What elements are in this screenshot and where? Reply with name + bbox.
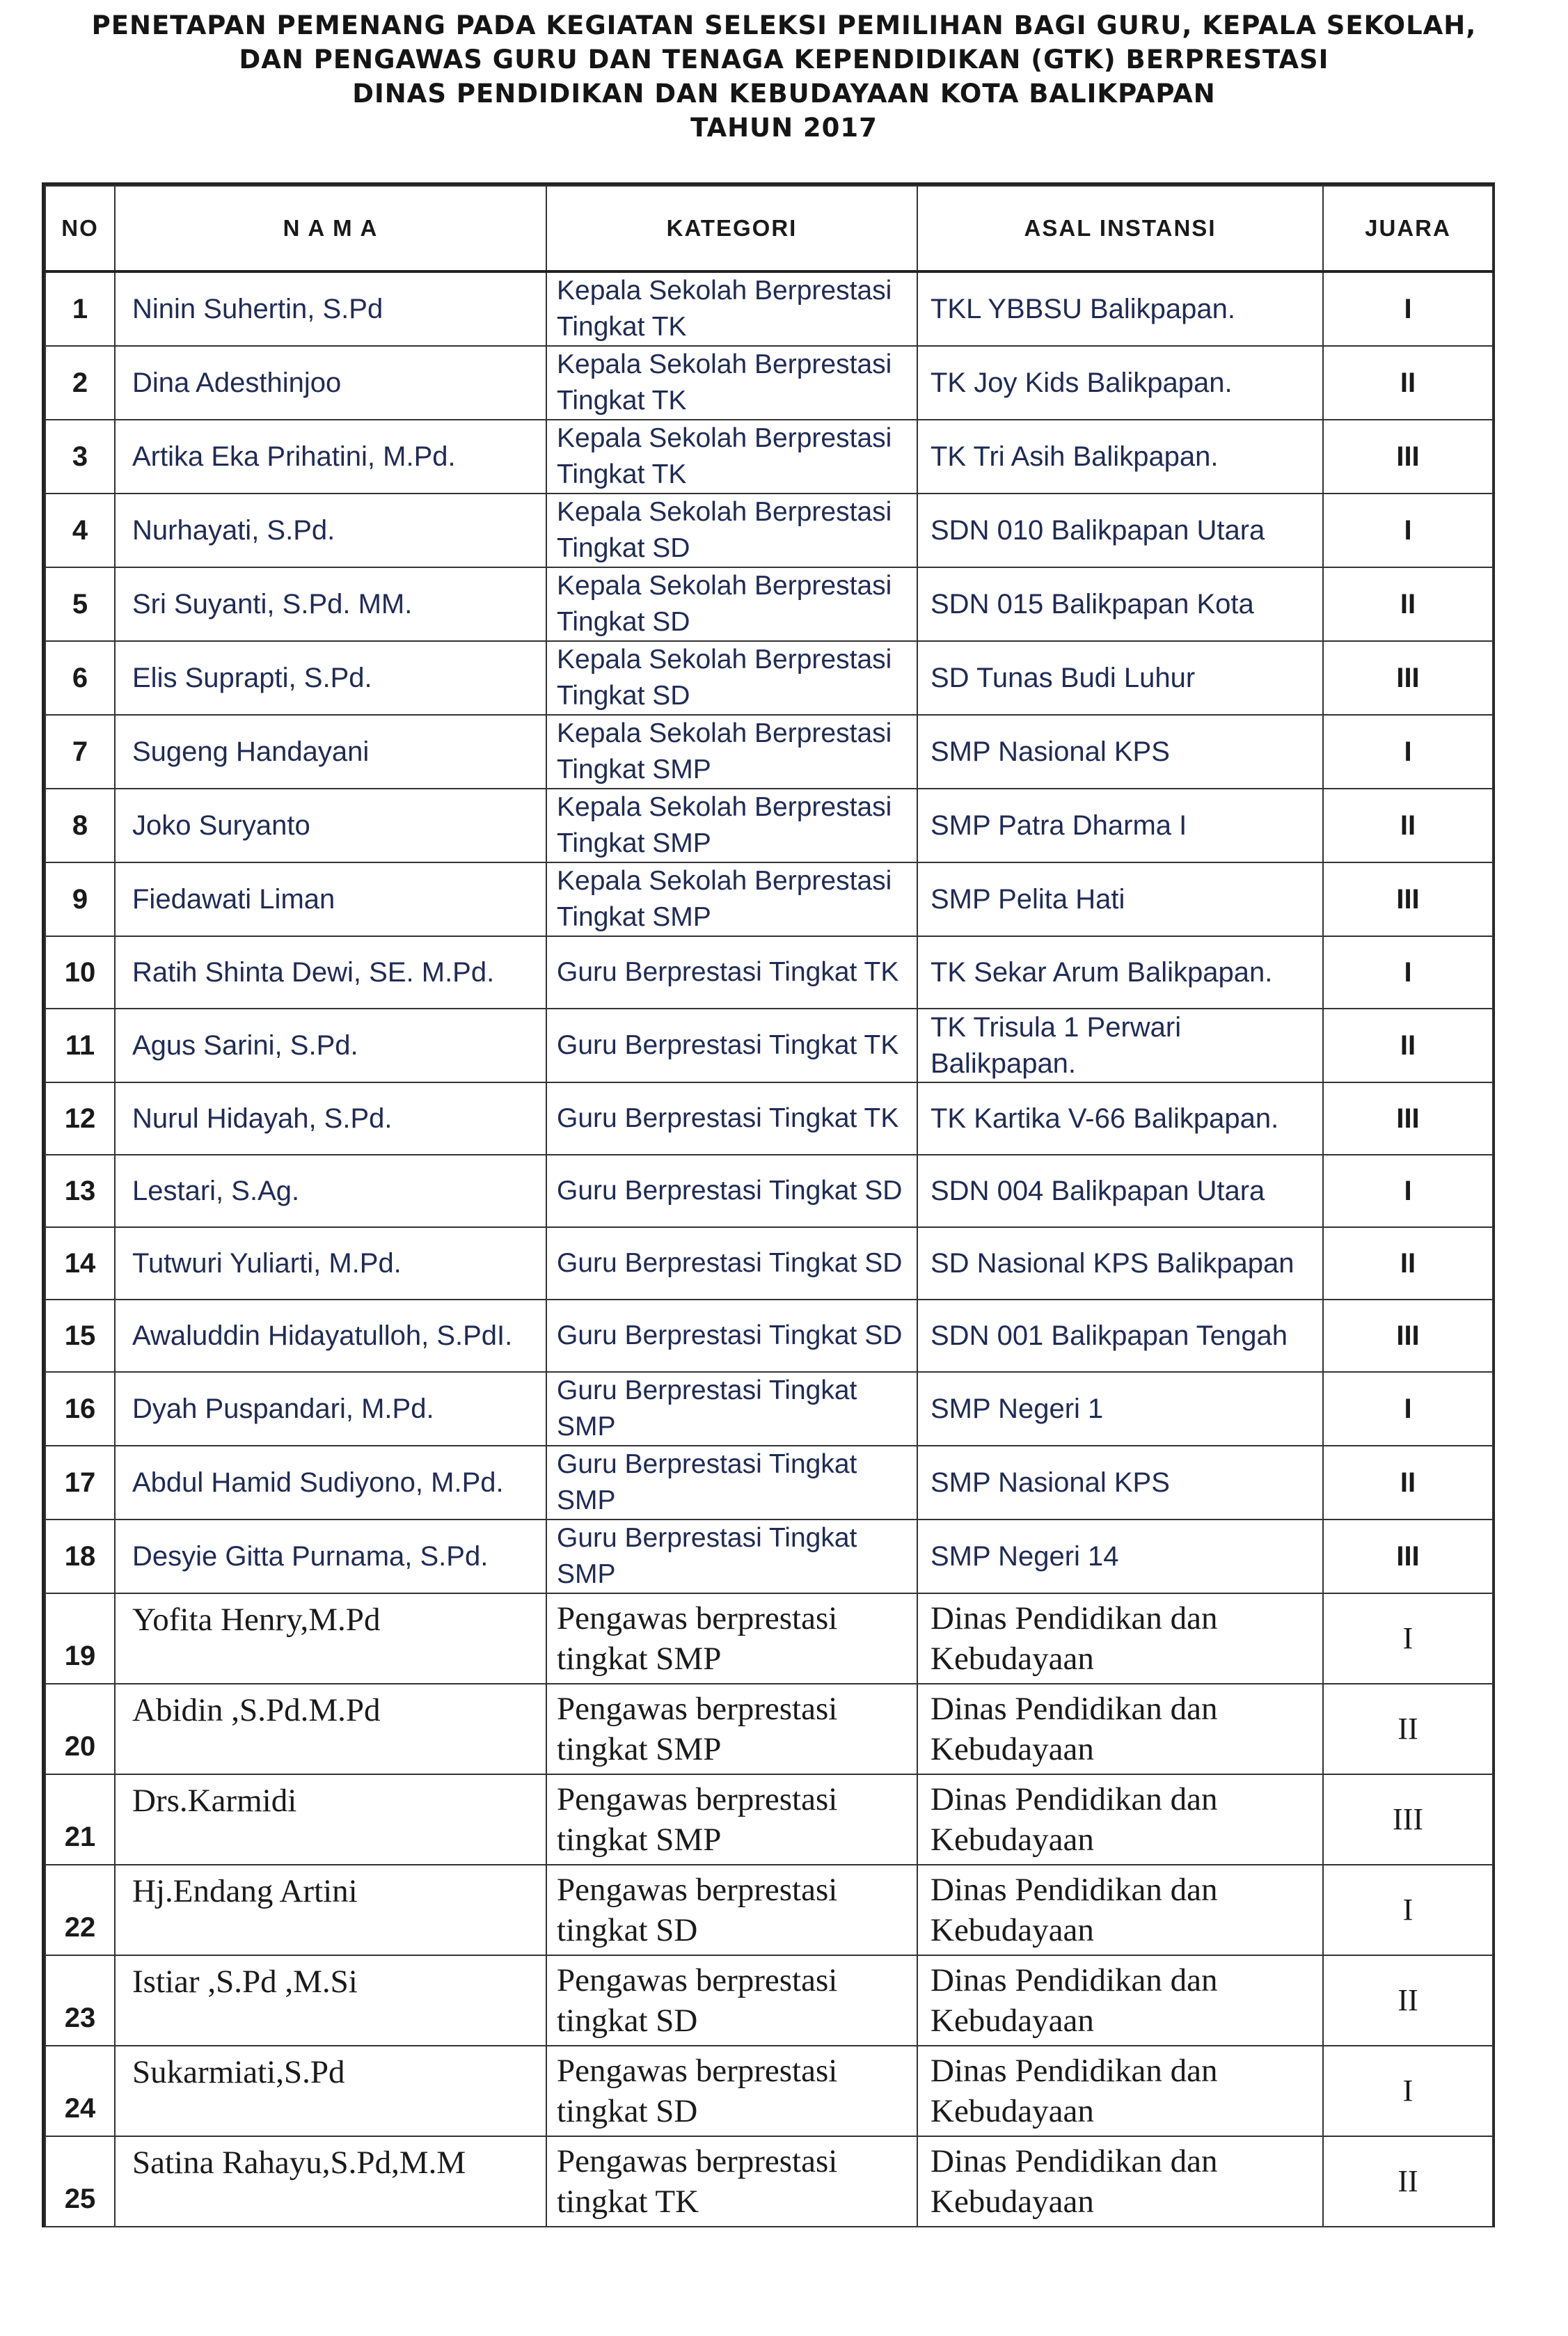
cell-juara: I	[1323, 271, 1493, 346]
cell-kategori: Kepala Sekolah Berprestasi Tingkat TK	[546, 346, 917, 420]
cell-juara: I	[1323, 1372, 1493, 1446]
cell-nama: Drs.Karmidi	[115, 1774, 546, 1865]
table-row	[45, 1227, 1493, 1300]
cell-kategori: Pengawas berprestasi tingkat SMP	[546, 1593, 917, 1684]
cell-no: 25	[45, 2136, 115, 2227]
cell-nama: Abdul Hamid Sudiyono, M.Pd.	[115, 1446, 546, 1520]
table-row	[45, 1774, 1493, 1865]
cell-no: 7	[45, 715, 115, 789]
cell-juara: II	[1323, 1684, 1493, 1774]
cell-kategori: Guru Berprestasi Tingkat TK	[546, 1082, 917, 1155]
cell-kategori: Kepala Sekolah Berprestasi Tingkat TK	[546, 420, 917, 494]
table-row	[45, 1082, 1493, 1155]
table-row	[45, 641, 1493, 715]
cell-kategori: Kepala Sekolah Berprestasi Tingkat SD	[546, 494, 917, 567]
cell-juara: III	[1323, 420, 1493, 494]
table-header-row	[45, 186, 1493, 271]
cell-nama: Sri Suyanti, S.Pd. MM.	[115, 567, 546, 641]
cell-asal-instansi: TK Kartika V-66 Balikpapan.	[917, 1082, 1323, 1155]
cell-no: 1	[45, 271, 115, 346]
cell-kategori: Pengawas berprestasi tingkat SMP	[546, 1684, 917, 1774]
cell-juara: II	[1323, 1227, 1493, 1300]
title-line-4: TAHUN 2017	[690, 113, 878, 143]
cell-nama: Tutwuri Yuliarti, M.Pd.	[115, 1227, 546, 1300]
table-row	[45, 1520, 1493, 1593]
title-line-3: DINAS PENDIDIKAN DAN KEBUDAYAAN KOTA BALIKPAPAN	[352, 79, 1216, 109]
cell-nama: Awaluddin Hidayatulloh, S.PdI.	[115, 1300, 546, 1372]
cell-no: 4	[45, 494, 115, 567]
cell-no: 10	[45, 936, 115, 1009]
table-row	[45, 567, 1493, 641]
cell-no: 12	[45, 1082, 115, 1155]
cell-juara: II	[1323, 1955, 1493, 2046]
table-row	[45, 271, 1493, 346]
cell-asal-instansi: SDN 004 Balikpapan Utara	[917, 1155, 1323, 1227]
table-row	[45, 789, 1493, 862]
cell-asal-instansi: SDN 015 Balikpapan Kota	[917, 567, 1323, 641]
cell-nama: Satina Rahayu,S.Pd,M.M	[115, 2136, 546, 2227]
cell-no: 23	[45, 1955, 115, 2046]
cell-juara: III	[1323, 1520, 1493, 1593]
cell-no: 6	[45, 641, 115, 715]
title-line-2: DAN PENGAWAS GURU DAN TENAGA KEPENDIDIKAN (GTK) BERPRESTASI	[239, 45, 1329, 74]
cell-kategori: Guru Berprestasi Tingkat SMP	[546, 1520, 917, 1593]
cell-nama: Sukarmiati,S.Pd	[115, 2046, 546, 2136]
table-row	[45, 346, 1493, 420]
table-row	[45, 1300, 1493, 1372]
cell-no: 18	[45, 1520, 115, 1593]
cell-asal-instansi: Dinas Pendidikan dan Kebudayaan	[917, 1955, 1323, 2046]
cell-kategori: Kepala Sekolah Berprestasi Tingkat TK	[546, 271, 917, 346]
header-asal-instansi: ASAL INSTANSI	[917, 186, 1323, 271]
cell-nama: Artika Eka Prihatini, M.Pd.	[115, 420, 546, 494]
cell-juara: I	[1323, 1865, 1493, 1955]
cell-kategori: Kepala Sekolah Berprestasi Tingkat SD	[546, 567, 917, 641]
cell-juara: III	[1323, 862, 1493, 936]
cell-asal-instansi: Dinas Pendidikan dan Kebudayaan	[917, 1774, 1323, 1865]
cell-no: 13	[45, 1155, 115, 1227]
cell-asal-instansi: SD Tunas Budi Luhur	[917, 641, 1323, 715]
cell-nama: Sugeng Handayani	[115, 715, 546, 789]
table-row	[45, 420, 1493, 494]
table-row	[45, 1446, 1493, 1520]
cell-asal-instansi: SDN 010 Balikpapan Utara	[917, 494, 1323, 567]
cell-nama: Ratih Shinta Dewi, SE. M.Pd.	[115, 936, 546, 1009]
cell-no: 11	[45, 1009, 115, 1082]
table-row	[45, 1955, 1493, 2046]
cell-no: 24	[45, 2046, 115, 2136]
header-nama: N A M A	[115, 186, 546, 271]
table-row	[45, 862, 1493, 936]
cell-asal-instansi: SMP Patra Dharma I	[917, 789, 1323, 862]
cell-asal-instansi: TKL YBBSU Balikpapan.	[917, 271, 1323, 346]
cell-juara: III	[1323, 641, 1493, 715]
table-row	[45, 2136, 1493, 2227]
cell-juara: I	[1323, 2046, 1493, 2136]
cell-asal-instansi: SDN 001 Balikpapan Tengah	[917, 1300, 1323, 1372]
cell-nama: Elis Suprapti, S.Pd.	[115, 641, 546, 715]
cell-asal-instansi: SMP Pelita Hati	[917, 862, 1323, 936]
table-row	[45, 1865, 1493, 1955]
cell-no: 16	[45, 1372, 115, 1446]
cell-nama: Istiar ,S.Pd ,M.Si	[115, 1955, 546, 2046]
cell-nama: Nurul Hidayah, S.Pd.	[115, 1082, 546, 1155]
cell-asal-instansi: SD Nasional KPS Balikpapan	[917, 1227, 1323, 1300]
cell-no: 8	[45, 789, 115, 862]
cell-asal-instansi: SMP Negeri 14	[917, 1520, 1323, 1593]
cell-kategori: Guru Berprestasi Tingkat SMP	[546, 1446, 917, 1520]
table-row	[45, 1372, 1493, 1446]
cell-nama: Nurhayati, S.Pd.	[115, 494, 546, 567]
cell-no: 19	[45, 1593, 115, 1684]
table-row	[45, 1684, 1493, 1774]
cell-juara: III	[1323, 1774, 1493, 1865]
cell-juara: I	[1323, 494, 1493, 567]
cell-asal-instansi: SMP Nasional KPS	[917, 1446, 1323, 1520]
cell-asal-instansi: Dinas Pendidikan dan Kebudayaan	[917, 1593, 1323, 1684]
table-row	[45, 936, 1493, 1009]
cell-no: 21	[45, 1774, 115, 1865]
header-no: NO	[45, 186, 115, 271]
cell-juara: II	[1323, 1009, 1493, 1082]
document-title	[0, 8, 1568, 145]
cell-kategori: Kepala Sekolah Berprestasi Tingkat SMP	[546, 862, 917, 936]
table-row	[45, 1593, 1493, 1684]
cell-asal-instansi: TK Joy Kids Balikpapan.	[917, 346, 1323, 420]
cell-juara: II	[1323, 1446, 1493, 1520]
cell-asal-instansi: TK Trisula 1 Perwari Balikpapan.	[917, 1009, 1323, 1082]
cell-asal-instansi: Dinas Pendidikan dan Kebudayaan	[917, 2136, 1323, 2227]
cell-juara: II	[1323, 567, 1493, 641]
cell-asal-instansi: Dinas Pendidikan dan Kebudayaan	[917, 1865, 1323, 1955]
cell-kategori: Pengawas berprestasi tingkat SD	[546, 1865, 917, 1955]
cell-juara: III	[1323, 1300, 1493, 1372]
table-row	[45, 494, 1493, 567]
cell-nama: Hj.Endang Artini	[115, 1865, 546, 1955]
cell-no: 14	[45, 1227, 115, 1300]
table-row	[45, 715, 1493, 789]
cell-no: 22	[45, 1865, 115, 1955]
cell-nama: Joko Suryanto	[115, 789, 546, 862]
cell-kategori: Guru Berprestasi Tingkat SD	[546, 1227, 917, 1300]
cell-juara: III	[1323, 1082, 1493, 1155]
cell-nama: Fiedawati Liman	[115, 862, 546, 936]
cell-nama: Desyie Gitta Purnama, S.Pd.	[115, 1520, 546, 1593]
cell-no: 15	[45, 1300, 115, 1372]
cell-asal-instansi: TK Tri Asih Balikpapan.	[917, 420, 1323, 494]
cell-no: 17	[45, 1446, 115, 1520]
cell-kategori: Pengawas berprestasi tingkat TK	[546, 2136, 917, 2227]
cell-no: 2	[45, 346, 115, 420]
cell-juara: I	[1323, 715, 1493, 789]
winners-table	[42, 182, 1495, 2227]
cell-nama: Dyah Puspandari, M.Pd.	[115, 1372, 546, 1446]
cell-juara: I	[1323, 936, 1493, 1009]
cell-juara: II	[1323, 346, 1493, 420]
cell-nama: Agus Sarini, S.Pd.	[115, 1009, 546, 1082]
cell-no: 20	[45, 1684, 115, 1774]
cell-juara: I	[1323, 1155, 1493, 1227]
cell-kategori: Guru Berprestasi Tingkat SD	[546, 1155, 917, 1227]
cell-nama: Ninin Suhertin, S.Pd	[115, 271, 546, 346]
cell-juara: II	[1323, 789, 1493, 862]
cell-asal-instansi: Dinas Pendidikan dan Kebudayaan	[917, 2046, 1323, 2136]
table-row	[45, 2046, 1493, 2136]
cell-nama: Yofita Henry,M.Pd	[115, 1593, 546, 1684]
title-line-1: PENETAPAN PEMENANG PADA KEGIATAN SELEKSI PEMILIHAN BAGI GURU, KEPALA SEKOLAH,	[91, 10, 1477, 40]
table-row	[45, 1155, 1493, 1227]
cell-kategori: Guru Berprestasi Tingkat TK	[546, 936, 917, 1009]
cell-asal-instansi: Dinas Pendidikan dan Kebudayaan	[917, 1684, 1323, 1774]
cell-juara: I	[1323, 1593, 1493, 1684]
cell-juara: II	[1323, 2136, 1493, 2227]
cell-kategori: Kepala Sekolah Berprestasi Tingkat SMP	[546, 789, 917, 862]
header-juara: JUARA	[1323, 186, 1493, 271]
cell-asal-instansi: SMP Negeri 1	[917, 1372, 1323, 1446]
cell-kategori: Guru Berprestasi Tingkat TK	[546, 1009, 917, 1082]
cell-kategori: Pengawas berprestasi tingkat SD	[546, 1955, 917, 2046]
cell-no: 3	[45, 420, 115, 494]
cell-kategori: Guru Berprestasi Tingkat SMP	[546, 1372, 917, 1446]
cell-kategori: Kepala Sekolah Berprestasi Tingkat SMP	[546, 715, 917, 789]
cell-nama: Dina Adesthinjoo	[115, 346, 546, 420]
cell-asal-instansi: SMP Nasional KPS	[917, 715, 1323, 789]
cell-asal-instansi: TK Sekar Arum Balikpapan.	[917, 936, 1323, 1009]
table-row	[45, 1009, 1493, 1082]
cell-kategori: Pengawas berprestasi tingkat SMP	[546, 1774, 917, 1865]
cell-kategori: Pengawas berprestasi tingkat SD	[546, 2046, 917, 2136]
cell-kategori: Guru Berprestasi Tingkat SD	[546, 1300, 917, 1372]
cell-nama: Abidin ,S.Pd.M.Pd	[115, 1684, 546, 1774]
header-kategori: KATEGORI	[546, 186, 917, 271]
cell-no: 9	[45, 862, 115, 936]
cell-kategori: Kepala Sekolah Berprestasi Tingkat SD	[546, 641, 917, 715]
cell-no: 5	[45, 567, 115, 641]
cell-nama: Lestari, S.Ag.	[115, 1155, 546, 1227]
